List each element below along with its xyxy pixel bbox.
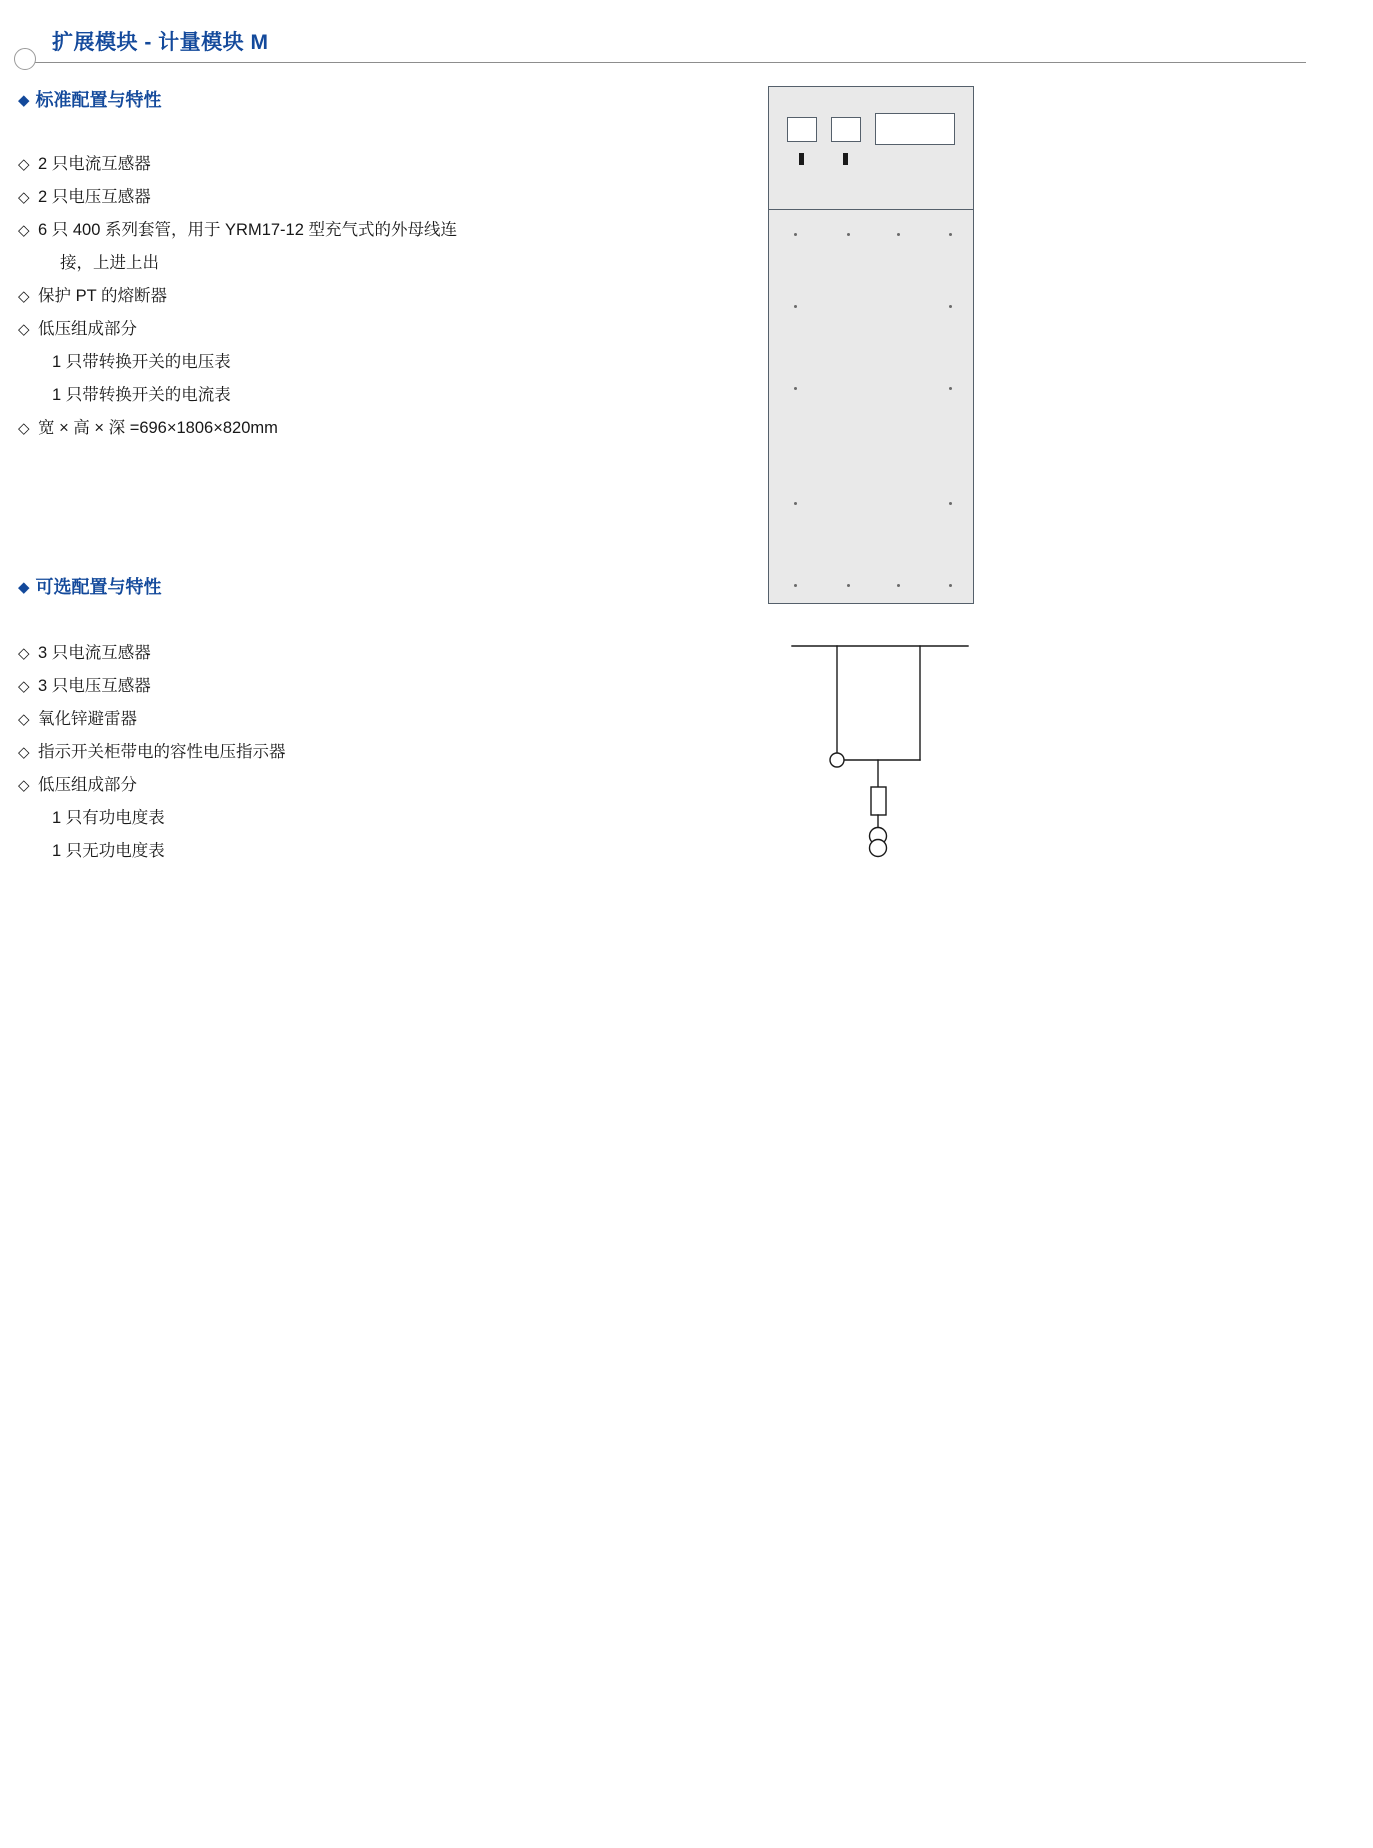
voltmeter-window [787,117,817,142]
fastener-dot [897,584,900,587]
cabinet-drawing [768,86,974,604]
fastener-dot [949,502,952,505]
hollow-diamond-icon: ◇ [18,189,30,206]
list-item-label: 指示开关柜带电的容性电压指示器 [38,743,286,761]
list-item [18,736,658,769]
list-item [18,769,658,802]
header-circle-ornament [14,48,36,70]
hollow-diamond-icon: ◇ [18,420,30,437]
hollow-diamond-icon: ◇ [18,744,30,761]
list-subitem-label: 1 只带转换开关的电压表 [52,353,231,371]
list-subitem [18,835,658,868]
list-item-label: 宽 × 高 × 深 =696×1806×820mm [38,419,278,437]
schematic-svg [760,630,990,875]
list-subitem-label: 1 只无功电度表 [52,842,165,860]
fastener-dot [794,233,797,236]
list-item-label: 3 只电流互感器 [38,644,151,662]
list-item [18,703,658,736]
fastener-dot [794,502,797,505]
list-item-label: 接，上进上出 [60,254,159,272]
contact-circle [830,753,844,767]
filled-diamond-icon: ◆ [18,92,30,109]
cabinet-panel-divider [769,209,973,210]
list-item-label: 3 只电压互感器 [38,677,151,695]
list-item [18,214,658,247]
fastener-dot [949,387,952,390]
standard-feature-list [18,148,658,445]
list-item-label: 2 只电流互感器 [38,155,151,173]
section-heading-optional [18,573,162,599]
list-subitem-label: 1 只带转换开关的电流表 [52,386,231,404]
hollow-diamond-icon: ◇ [18,777,30,794]
fastener-dot [794,387,797,390]
fastener-dot [794,584,797,587]
list-item-continuation [18,247,658,280]
fastener-dot [949,233,952,236]
list-item-label: 低压组成部分 [38,320,137,338]
page-header [0,0,1373,70]
filled-diamond-icon: ◆ [18,579,30,596]
hollow-diamond-icon: ◇ [18,222,30,239]
list-subitem-label: 1 只有功电度表 [52,809,165,827]
page-title: 扩展模块 - 计量模块 M [52,31,269,54]
pt-winding-circle-lower [870,840,887,857]
fastener-dot [847,233,850,236]
fastener-dot [949,305,952,308]
list-item-label: 氧化锌避雷器 [38,710,137,728]
list-item-dimensions [18,412,658,445]
list-subitem [18,379,658,412]
selector-switch-knob [799,153,804,165]
list-subitem [18,802,658,835]
hollow-diamond-icon: ◇ [18,288,30,305]
display-window [875,113,955,145]
ammeter-window [831,117,861,142]
hollow-diamond-icon: ◇ [18,711,30,728]
list-item [18,670,658,703]
hollow-diamond-icon: ◇ [18,321,30,338]
list-item-label: 保护 PT 的熔断器 [38,287,167,305]
list-item-label: 2 只电压互感器 [38,188,151,206]
list-item [18,181,658,214]
single-line-schematic [760,630,990,875]
selector-switch-knob [843,153,848,165]
section-heading-standard [18,86,162,112]
fastener-dot [897,233,900,236]
section-heading-standard-label: 标准配置与特性 [35,90,162,110]
optional-feature-list [18,637,658,868]
list-item [18,280,658,313]
hollow-diamond-icon: ◇ [18,678,30,695]
fuse-body [871,787,886,815]
list-item [18,148,658,181]
section-heading-optional-label: 可选配置与特性 [35,577,162,597]
list-item-label: 低压组成部分 [38,776,137,794]
fastener-dot [949,584,952,587]
list-subitem [18,346,658,379]
list-item [18,637,658,670]
fastener-dot [794,305,797,308]
list-item-label: 6 只 400 系列套管，用于 YRM17-12 型充气式的外母线连 [38,221,457,239]
hollow-diamond-icon: ◇ [18,645,30,662]
list-item [18,313,658,346]
hollow-diamond-icon: ◇ [18,156,30,173]
fastener-dot [847,584,850,587]
header-divider [16,62,1306,63]
